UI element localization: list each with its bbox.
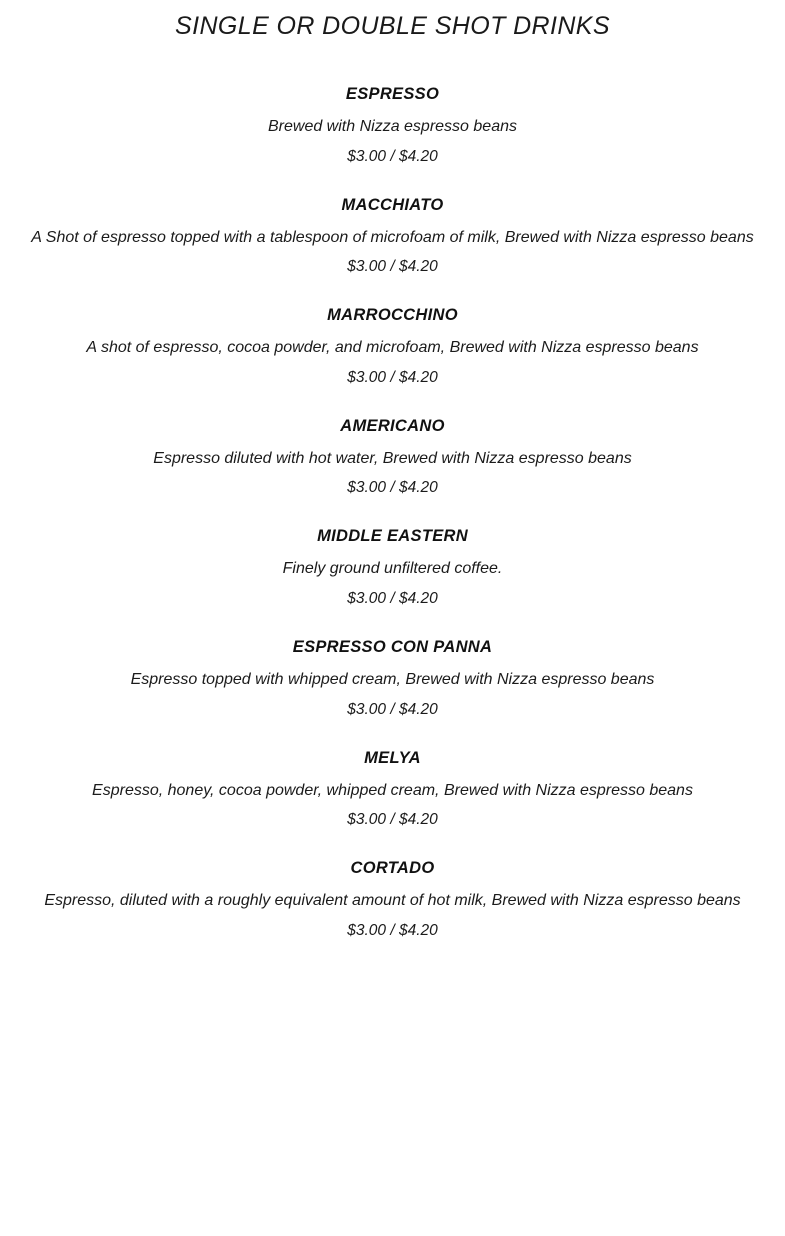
menu-item-description: Espresso topped with whipped cream, Brewed with Nizza espresso beans (130, 670, 655, 688)
menu-item (18, 527, 767, 608)
menu-item-price: $3.00 / $4.20 (347, 368, 438, 386)
menu-item-price: $3.00 / $4.20 (347, 258, 438, 276)
menu-item (18, 85, 767, 166)
menu-item (18, 306, 767, 387)
menu-item-name: MACCHIATO (341, 195, 444, 214)
menu-item-name: MARROCCHINO (327, 306, 458, 325)
menu-item-price: $3.00 / $4.20 (347, 811, 438, 829)
menu-item-description: Espresso, diluted with a roughly equivalent amount of hot milk, Brewed with Nizza espresso beans (44, 892, 741, 910)
menu-item-description: Finely ground unfiltered coffee. (282, 560, 503, 578)
menu-item-price: $3.00 / $4.20 (347, 921, 438, 939)
menu-item-price: $3.00 / $4.20 (347, 589, 438, 607)
menu-item-list (18, 85, 767, 940)
menu-item-price: $3.00 / $4.20 (347, 700, 438, 718)
menu-item (18, 196, 767, 277)
menu-item-name: CORTADO (350, 859, 435, 878)
menu-item-description: Brewed with Nizza espresso beans (267, 118, 517, 135)
menu-item-name: MELYA (364, 748, 421, 767)
menu-item-description: Espresso, honey, cocoa powder, whipped cream, Brewed with Nizza espresso beans (92, 781, 693, 799)
menu-page (0, 8, 785, 940)
menu-item-name: MIDDLE EASTERN (317, 527, 468, 546)
menu-item-price: $3.00 / $4.20 (347, 479, 438, 497)
menu-item-description: A Shot of espresso topped with a tablespoon of microfoam of milk, Brewed with Nizza espresso beans (31, 228, 754, 246)
menu-item-price: $3.00 / $4.20 (347, 147, 438, 165)
page-title: SINGLE OR DOUBLE SHOT DRINKS (175, 12, 610, 40)
menu-item-name: ESPRESSO CON PANNA (292, 637, 493, 656)
menu-item-name: AMERICANO (340, 416, 445, 435)
menu-item-name: ESPRESSO (345, 85, 440, 103)
menu-item (18, 417, 767, 498)
menu-item-description: A shot of espresso, cocoa powder, and microfoam, Brewed with Nizza espresso beans (86, 339, 699, 357)
menu-item (18, 749, 767, 830)
menu-item-description: Espresso diluted with hot water, Brewed with Nizza espresso beans (153, 449, 632, 467)
menu-item (18, 638, 767, 719)
menu-item (18, 859, 767, 940)
